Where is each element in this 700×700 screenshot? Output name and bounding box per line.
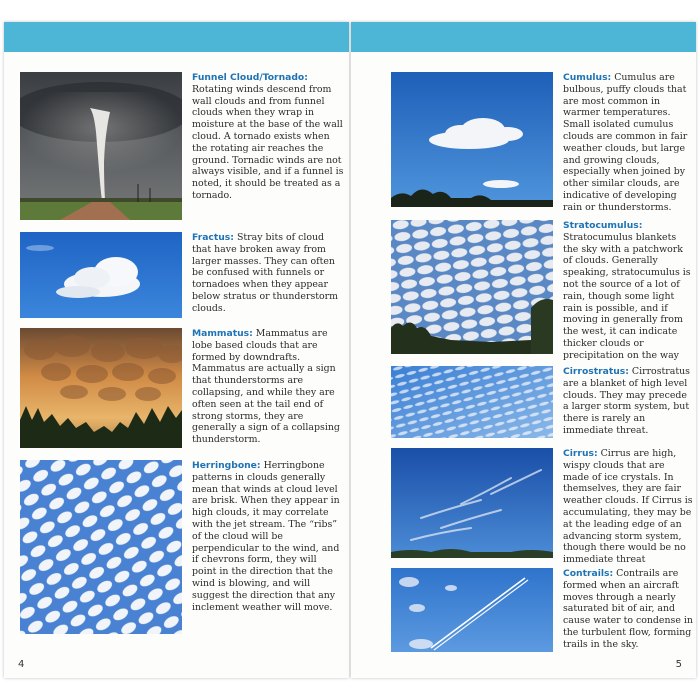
entry-body: Contrails are formed when an aircraft moves through a nearly saturated bit of air, and cause water to condense in the turbulent flow, forming trails in the sky. xyxy=(563,568,693,650)
right-page xyxy=(351,22,696,678)
entry-contrails xyxy=(563,568,693,651)
page-number: 5 xyxy=(675,659,682,670)
entry-body: Cumulus are bulbous, puffy clouds that are most common in warmer temperatures. Small isolated cumulus clouds are common in fair weather clouds, but large and growing clouds, especially when joined by other similar clouds, are indicative of developing rain or thunderstorms. xyxy=(563,72,688,213)
entry-body: Herringbone patterns in clouds generally mean that winds at cloud level are brisk. When they appear in high clouds, it may correlate with the jet stream. The “ribs” of the cloud will be perpendicular to the wind, and if chevrons form, they will point in the direction that the wind is blowing, and will suggest the direction that any inclement weather will move. xyxy=(192,460,340,613)
herringbone-photo xyxy=(20,460,182,634)
cirrus-photo xyxy=(391,448,553,558)
term-label: Cumulus: xyxy=(563,72,612,83)
term-label: Cirrus: xyxy=(563,448,598,459)
entry-herringbone xyxy=(192,460,344,613)
term-label: Fractus: xyxy=(192,232,234,243)
entry-body: Cirrus are high, wispy clouds that are made of ice crystals. In themselves, they are fair weather clouds. If Cirrus is accumulating, they may be at the leading edge of an advancing storm system, though there would be no immediate threat xyxy=(563,448,693,566)
mammatus-photo xyxy=(20,328,182,448)
contrails-photo xyxy=(391,568,553,652)
entry-stratocumulus xyxy=(563,220,693,362)
term-label: Herringbone: xyxy=(192,460,261,471)
cumulus-photo xyxy=(391,72,553,207)
entry-fractus xyxy=(192,232,344,315)
cirrostratus-photo xyxy=(391,366,553,438)
term-label: Stratocumulus: xyxy=(563,220,643,231)
term-label: Funnel Cloud/Tornado: xyxy=(192,72,308,83)
term-label: Cirrostratus: xyxy=(563,366,629,377)
entry-body: Cirrostratus are a blanket of high level clouds. They may precede a larger storm system, but there is rarely an immediate threat. xyxy=(563,366,690,436)
header-band xyxy=(4,22,349,52)
tornado-photo xyxy=(20,72,182,220)
entry-tornado xyxy=(192,72,344,202)
left-page xyxy=(4,22,349,678)
page-number: 4 xyxy=(18,659,25,670)
stratocumulus-photo xyxy=(391,220,553,354)
entry-cirrus xyxy=(563,448,693,566)
entry-body: Stray bits of cloud that have broken away from larger masses. They can often be confused with funnels or tornadoes when they appear below stratus or thunderstorm clouds. xyxy=(192,232,339,314)
entry-body: Stratocumulus blankets the sky with a patchwork of clouds. Generally speaking, stratocumulus is not the source of a lot of rain, though some light rain is possible, and if moving in generally from the west, it can indicate thicker clouds or precipitation on the way xyxy=(563,231,691,361)
entry-cirrostratus xyxy=(563,366,693,437)
entry-mammatus xyxy=(192,328,344,446)
entry-cumulus xyxy=(563,72,693,214)
fractus-photo xyxy=(20,232,182,318)
entry-body: Rotating winds descend from wall clouds and from funnel clouds when they wrap in moisture at the base of the wall cloud. A tornado exists when the rotating air reaches the ground. Tornadic winds are not always visible, and if a funnel is noted, it should be treated as a tornado. xyxy=(192,83,344,201)
header-band xyxy=(351,22,696,52)
term-label: Mammatus: xyxy=(192,328,253,339)
entry-body: Mammatus are lobe based clouds that are formed by downdrafts. Mammatus are actually a sign that thunderstorms are collapsing, and while they are often seen at the tail end of strong storms, they are generally a sign of a collapsing thunderstorm. xyxy=(192,328,340,446)
term-label: Contrails: xyxy=(563,568,614,579)
